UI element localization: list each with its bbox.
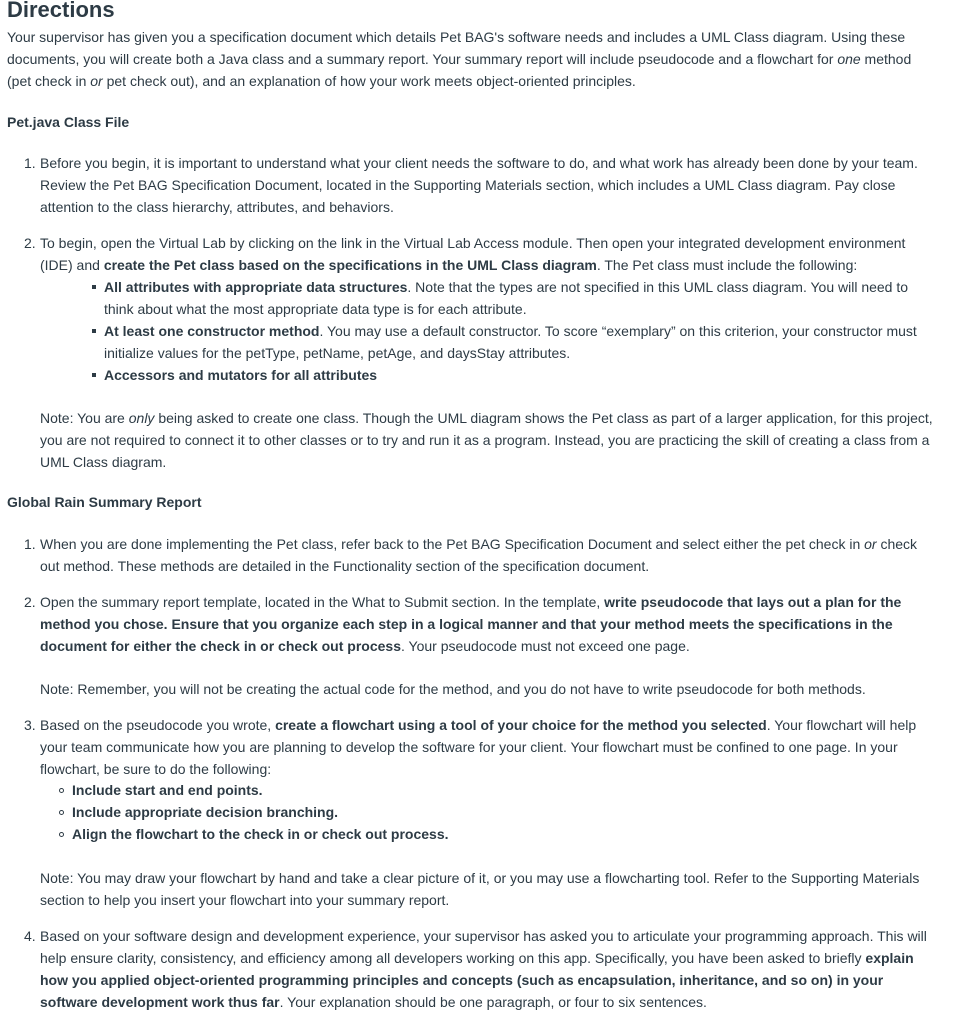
item-text: Based on your software design and development experience, your supervisor has asked you to articulate your programming approach. This will help ensure clarity, consistency, and efficiency among all developers working on this app. Specifically, you have been asked to briefly [40, 928, 927, 966]
list-item-create-class [40, 232, 940, 276]
bullet-start-end: Include start and end points. [72, 782, 263, 798]
section-heading-pet-class: Pet.java Class File [7, 114, 130, 130]
bullet-circle [59, 810, 64, 815]
list-number: 2. [24, 235, 36, 251]
intro-text: Your supervisor has given you a specification document which details Pet BAG's software needs and includes a UML Class diagram. Using these documents, you will create both a Java class and a summary report. Your summary report will include pseudocode and a flowchart for [7, 29, 906, 67]
bullet-accessors [104, 364, 934, 386]
bullet-square [92, 329, 96, 333]
bullet-text: . Note that the types are not specified in this UML class diagram. You will need to think about what the most appropriate data type is for each attribute. [104, 279, 909, 317]
bullet-bold: All attributes with appropriate data structures [104, 279, 408, 295]
intro-emphasis: one [837, 51, 861, 67]
item-text: Open the summary report template, located in the What to Submit section. In the template, [40, 594, 605, 610]
item-bold: explain how you applied object-oriented programming principles and concepts (such as encapsulation, inheritance, and so on) in your software development work thus far [40, 950, 914, 1010]
list-item-select-method [40, 533, 940, 577]
list-item-flowchart [40, 714, 940, 780]
section-heading-summary-report: Global Rain Summary Report [7, 494, 202, 510]
note-one-class [40, 407, 940, 473]
note-text: being asked to create one class. Though the UML diagram shows the Pet class as part of a larger application, for this project, you are not required to connect it to other classes or to try and run it as a program. Instead, you are practicing the skill of creating a class from a UML Class diagram. [40, 410, 933, 470]
item-bold: write pseudocode that lays out a plan for the method you chose. Ensure that you organize each step in a logical manner and that your method meets the specifications in the document for either the check in or check out process [40, 594, 902, 654]
page-title: Directions [7, 0, 115, 22]
item-text: Based on the pseudocode you wrote, [40, 717, 276, 733]
intro-text: method (pet check in [7, 51, 912, 89]
intro-paragraph [7, 26, 937, 92]
bullet-bold: Accessors and mutators for all attributes [104, 367, 378, 383]
list-number: 1. [24, 536, 36, 552]
item-text: check out method. These methods are detailed in the Functionality section of the specification document. [40, 536, 918, 574]
item-text: To begin, open the Virtual Lab by clicking on the link in the Virtual Lab Access module. Then open your integrated development environment (IDE) and [40, 235, 906, 273]
note-flowchart: Note: You may draw your flowchart by hand and take a clear picture of it, or you may use a flowcharting tool. Refer to the Supporting Materials section to help you insert your flowchart into your summary report. [40, 870, 920, 908]
list-item-review-spec: Before you begin, it is important to understand what your client needs the software to do, and what work has already been done by your team. Review the Pet BAG Specification Document, located in the Supporting Materials section, which includes a UML Class diagram. Pay close attention to the class hierarchy, attributes, and behaviors. [40, 155, 918, 215]
bullet-bold: At least one constructor method [104, 323, 320, 339]
item-text: . Your explanation should be one paragraph, or four to six sentences. [279, 994, 707, 1010]
item-emphasis: or [864, 536, 877, 552]
list-number: 2. [24, 594, 36, 610]
item-text: . The Pet class must include the following: [596, 257, 858, 273]
intro-emphasis: or [90, 73, 103, 89]
intro-text: pet check out), and an explanation of how your work meets object-oriented principles. [102, 73, 636, 89]
list-item-oop-explanation [40, 925, 940, 1013]
list-item-pseudocode [40, 591, 940, 657]
note-pseudocode: Note: Remember, you will not be creating the actual code for the method, and you do not have to write pseudocode for both methods. [40, 681, 866, 697]
bullet-constructor [104, 320, 934, 364]
note-emphasis: only [128, 410, 155, 426]
bullet-decision: Include appropriate decision branching. [72, 804, 339, 820]
item-text: . Your pseudocode must not exceed one page. [400, 638, 690, 654]
list-number: 3. [24, 717, 36, 733]
bullet-text: . You may use a default constructor. To score “exemplary” on this criterion, your constructor must initialize values for the petType, petName, petAge, and daysStay attributes. [104, 323, 917, 361]
bullet-square [92, 285, 96, 289]
bullet-attributes [104, 276, 934, 320]
list-number: 1. [24, 155, 36, 171]
bullet-circle [59, 832, 64, 837]
item-bold: create the Pet class based on the specifications in the UML Class diagram [103, 257, 597, 273]
item-bold: create a flowchart using a tool of your choice for the method you selected [275, 717, 767, 733]
item-text: When you are done implementing the Pet class, refer back to the Pet BAG Specification Document and select either the pet check in [40, 536, 865, 552]
list-number: 4. [24, 928, 36, 944]
note-text: Note: You are [40, 410, 129, 426]
bullet-align: Align the flowchart to the check in or check out process. [72, 826, 449, 842]
bullet-square [92, 373, 96, 377]
item-text: . Your flowchart will help your team communicate how you are planning to develop the software for your client. Your flowchart must be confined to one page. In your flowchart, be sure to do the following: [40, 717, 917, 777]
bullet-circle [59, 788, 64, 793]
